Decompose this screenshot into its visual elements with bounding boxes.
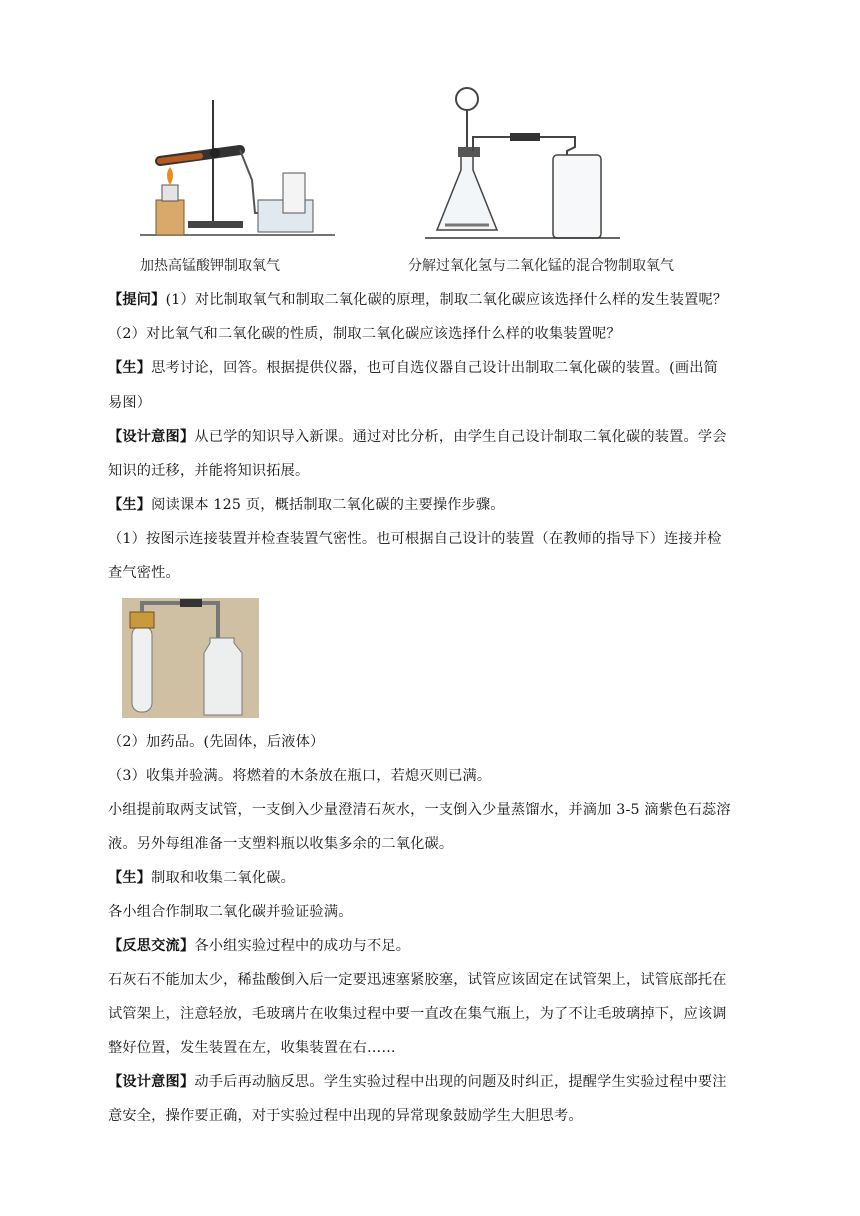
text-line: 小组提前取两支试管，一支倒入少量澄清石灰水，一支倒入少量蒸馏水，并滴加 3-5 滴紫色石蕊溶 [108,802,731,818]
fig2-caption: 分解过氧化氢与二氧化锰的混合物制取氧气 [408,258,674,274]
text-line: （2）加药品。(先固体，后液体） [108,734,325,750]
text-line: 【反思交流】各小组实验过程中的成功与不足。 [108,938,411,954]
text-line: 【设计意图】动手后再动脑反思。学生实验过程中出现的问题及时纠正，提醒学生实验过程中要注 [108,1074,727,1090]
text-line: （1）按图示连接装置并检查装置气密性。也可根据自己设计的装置（在教师的指导下）连接并检 [108,531,722,547]
text-line: 各小组合作制取二氧化碳并验证验满。 [108,904,353,920]
text-line: 【生】制取和收集二氧化碳。 [108,870,296,886]
text-line: （2）对比氧气和二氧化碳的性质，制取二氧化碳应该选择什么样的收集装置呢？ [108,326,621,342]
text-line: 易图） [108,395,152,411]
text-line: 查气密性。 [108,565,180,581]
text-line: 【提问】(1）对比制取氧气和制取二氧化碳的原理，制取二氧化碳应该选择什么样的发生装置呢？ [108,292,728,308]
text-line: （3）收集并验满。将燃着的木条放在瓶口，若熄灭则已满。 [108,768,492,784]
text-line: 【生】阅读课本 125 页，概括制取二氧化碳的主要操作步骤。 [108,497,505,513]
text-line: 整好位置，发生装置在左，收集装置在右…… [108,1040,396,1056]
text-line: 试管架上，注意轻放，毛玻璃片在收集过程中要一直改在集气瓶上，为了不让毛玻璃掉下，应该调 [108,1006,727,1022]
co2-apparatus-photo [122,598,259,718]
text-line: 意安全，操作要正确，对于实验过程中出现的异常现象鼓励学生大胆思考。 [108,1108,583,1124]
text-line: 【生】思考讨论，回答。根据提供仪器，也可自选仪器自己设计出制取二氧化碳的装置。(画出简 [108,360,719,376]
fig1-caption: 加热高锰酸钾制取氧气 [140,258,280,274]
h2o2-apparatus-figure [425,85,625,245]
kmno4-apparatus-figure [140,95,340,245]
text-line: 知识的迁移，并能将知识拓展。 [108,463,310,479]
text-line: 【设计意图】从已学的知识导入新课。通过对比分析，由学生自己设计制取二氧化碳的装置。学会 [108,429,727,445]
text-line: 液。另外每组准备一支塑料瓶以收集多余的二氧化碳。 [108,836,454,852]
text-line: 石灰石不能加太少，稀盐酸倒入后一定要迅速塞紧胶塞，试管应该固定在试管架上，试管底部托在 [108,972,727,988]
